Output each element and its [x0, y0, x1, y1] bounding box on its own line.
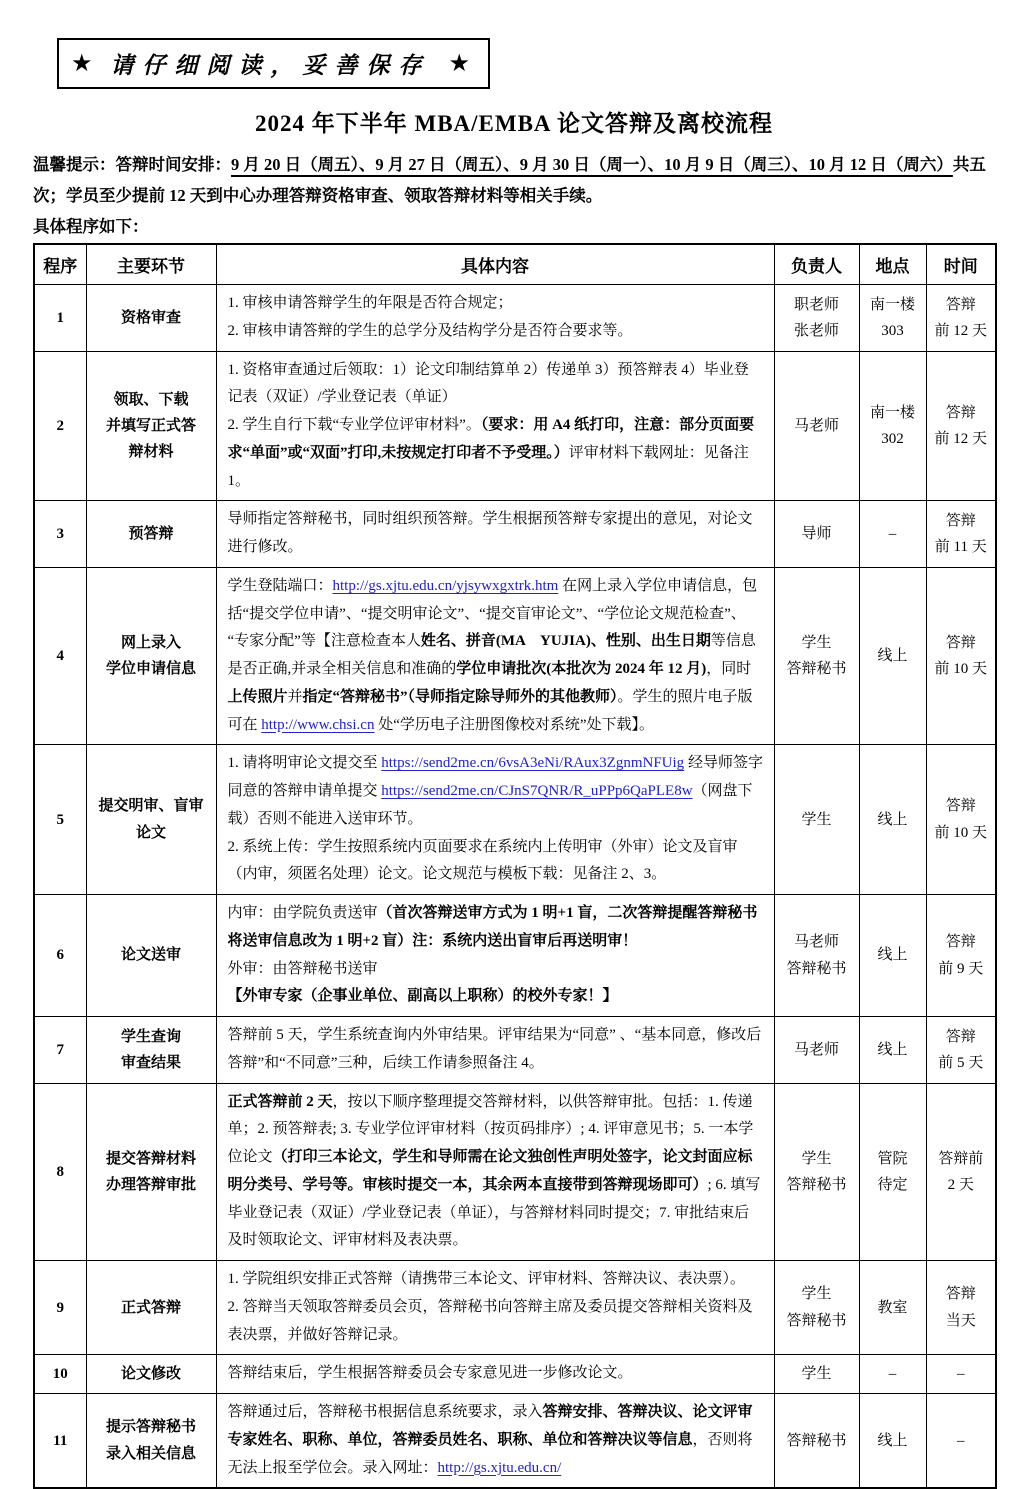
cell-line: 前 5 天	[938, 1054, 984, 1071]
cell-line: 学生	[801, 1150, 832, 1167]
content-paragraph	[228, 290, 764, 318]
cell-line: 答辩前	[938, 1150, 984, 1167]
content-cell	[216, 1355, 774, 1394]
content-text: 处“学历电子注册图像校对系统”处下载】。	[374, 716, 655, 733]
content-paragraph	[228, 357, 764, 413]
cell-line: 教室	[877, 1299, 908, 1316]
content-text: 2. 系统上传：学生按照系统内页面要求在系统内上传明审（外审）论文及盲审（内审，须匿名处理）论文。论文规范与模板下载：见备注 2、3。	[227, 838, 738, 883]
content-paragraph	[228, 573, 764, 740]
content-text: 2. 答辩当天领取答辩委员会页，答辩秘书向答辩主席及委员提交答辩相关资料及表决票，并做好答辩记录。	[227, 1298, 753, 1343]
content-text: 2. 审核申请答辩的学生的总学分及结构学分是否符合要求等。	[227, 322, 633, 339]
stage-cell	[86, 501, 216, 568]
content-text: 1. 审核申请答辩学生的年限是否符合规定；	[227, 295, 513, 312]
cell-line: 学生查询	[120, 1028, 181, 1045]
cell-line: 8	[56, 1163, 64, 1180]
place-cell	[859, 1394, 926, 1489]
content-text: ，按以下顺序整理提交答辩材料，以供答辩审批。包括：1. 传递单；2. 预答辩表; 3. 专业学位评审材料（按页码排序）; 4. 评审意见书；5. 一本学位论文	[227, 1093, 754, 1166]
content-bold-text: 正式答辩前 2 天	[227, 1093, 333, 1110]
content-cell	[216, 1394, 774, 1489]
cell-line: 南一楼	[869, 296, 915, 313]
content-cell	[216, 895, 774, 1017]
step-cell	[34, 501, 86, 568]
cell-line: 前 10 天	[934, 824, 987, 841]
place-cell	[859, 1017, 926, 1084]
owner-cell	[774, 1355, 859, 1394]
owner-cell	[774, 1261, 859, 1355]
stage-cell	[86, 895, 216, 1017]
cell-line: 待定	[877, 1176, 908, 1193]
content-text: 答辩通过后，答辩秘书根据信息系统要求，录入	[227, 1404, 543, 1421]
cell-line: 线上	[877, 647, 908, 664]
cell-line: 线上	[877, 811, 908, 828]
content-text: ; 6. 填写毕业登记表（双证）/学业登记表（单证），与答辩材料同时提交；7. 审批结束后及时领取论文、评审材料及表决票。	[227, 1176, 761, 1249]
table-row	[34, 351, 996, 501]
content-link[interactable]: http://gs.xjtu.edu.cn/	[437, 1459, 562, 1476]
cell-line: 前 10 天	[934, 661, 987, 678]
time-cell	[926, 567, 996, 745]
cell-line: 302	[881, 430, 904, 447]
content-cell	[216, 285, 774, 352]
time-cell	[926, 351, 996, 501]
cell-line: 答辩秘书	[786, 661, 847, 678]
owner-cell	[774, 895, 859, 1017]
content-text: 经导师签字同意的答辩申请单提交	[227, 755, 763, 800]
table-row	[34, 1261, 996, 1355]
content-cell	[216, 567, 774, 745]
cell-line: 论文	[135, 824, 166, 841]
cell-line: 学生	[801, 811, 832, 828]
cell-line: –	[888, 525, 897, 542]
stage-cell	[86, 285, 216, 352]
cell-line: 线上	[877, 1432, 908, 1449]
cell-line: 11	[53, 1432, 68, 1449]
step-cell	[34, 1261, 86, 1355]
owner-cell	[774, 501, 859, 568]
table-header	[34, 244, 996, 285]
table-row	[34, 1394, 996, 1489]
table-row	[34, 501, 996, 568]
content-text: 1. 学院组织安排正式答辩（请携带三本论文、评审材料、答辩决议、表决票）。	[227, 1271, 746, 1288]
content-paragraph	[228, 412, 764, 495]
cell-line: 答辩秘书	[786, 1312, 847, 1329]
cell-line: 并填写正式答	[105, 417, 196, 434]
content-link[interactable]: https://send2me.cn/CJnS7QNR/R_uPPp6QaPLE8w	[381, 783, 693, 800]
cell-line: 6	[56, 947, 64, 964]
content-cell	[216, 1083, 774, 1261]
time-cell	[926, 1394, 996, 1489]
cell-line: 办理答辩审批	[105, 1176, 196, 1193]
header-time: 时间	[926, 244, 996, 285]
header-stage: 主要环节	[86, 244, 216, 285]
cell-line: 马老师	[793, 417, 839, 434]
content-bold-text: 上传照片	[227, 688, 288, 705]
content-paragraph	[228, 1022, 764, 1078]
cell-line: 前 11 天	[934, 539, 987, 556]
process-table	[33, 243, 997, 1489]
cell-line: 学生	[801, 634, 832, 651]
cell-line: 303	[881, 322, 904, 339]
content-paragraph	[228, 1266, 764, 1294]
cell-line: 管院	[877, 1150, 908, 1167]
cell-line: 答辩	[945, 634, 976, 651]
content-cell	[216, 745, 774, 895]
table-row	[34, 285, 996, 352]
content-text: 。学生的照片电子版可在	[227, 688, 753, 733]
place-cell	[859, 501, 926, 568]
owner-cell	[774, 285, 859, 352]
step-cell	[34, 895, 86, 1017]
cell-line: 4	[56, 647, 64, 664]
cell-line: 2	[56, 417, 64, 434]
content-paragraph	[228, 956, 764, 1012]
header-row	[34, 244, 996, 285]
content-link[interactable]: http://gs.xjtu.edu.cn/yjsywxgxtrk.htm	[332, 577, 559, 594]
cell-line: 3	[56, 525, 64, 542]
header-step: 程序	[34, 244, 86, 285]
cell-line: 答辩	[945, 798, 976, 815]
owner-cell	[774, 1394, 859, 1489]
cell-line: 马老师	[793, 1041, 839, 1058]
process-table-body	[34, 285, 996, 1489]
content-bold-text: 学位申请批次(本批次为 2024 年 12 月)	[456, 661, 707, 678]
content-cell	[216, 351, 774, 501]
intro-suffix: 共五次；学员至少提前 12 天到中心办理答辩资格审查、领取答辩材料等相关手续。	[33, 155, 986, 205]
step-cell	[34, 1017, 86, 1084]
cell-line: 预答辩	[128, 525, 174, 542]
content-paragraph	[228, 1399, 764, 1482]
stage-cell	[86, 351, 216, 501]
place-cell	[859, 567, 926, 745]
table-row	[34, 1017, 996, 1084]
header-owner: 负责人	[774, 244, 859, 285]
cell-line: 答辩	[945, 404, 976, 421]
cell-line: 线上	[877, 1041, 908, 1058]
cell-line: 前 12 天	[934, 322, 987, 339]
content-bold-text: 姓名、拼音(MA YUJIA)、性别、出生日期	[420, 633, 711, 650]
cell-line: 前 9 天	[938, 960, 984, 977]
table-row	[34, 1355, 996, 1394]
place-cell	[859, 1355, 926, 1394]
content-link[interactable]: http://www.chsi.cn	[261, 716, 375, 733]
time-cell	[926, 1355, 996, 1394]
content-text: 2. 学生自行下载“专业学位评审材料”。	[227, 417, 481, 434]
step-cell	[34, 567, 86, 745]
content-bold-text: （要求：用 A4 纸打印，注意：部分页面要求“单面”或“双面”打印,未按规定打印者不予受理。）	[227, 417, 755, 461]
step-cell	[34, 285, 86, 352]
place-cell	[859, 285, 926, 352]
place-cell	[859, 1083, 926, 1261]
content-bold-text: 【外审专家（企事业单位、副高以上职称）的校外专家！】	[227, 988, 618, 1005]
stage-cell	[86, 1394, 216, 1489]
star-icon: ★	[71, 51, 93, 77]
content-bold-text: 指定“答辩秘书”（导师指定除导师外的其他教师）	[302, 688, 618, 705]
content-paragraph	[228, 834, 764, 890]
owner-cell	[774, 745, 859, 895]
stage-cell	[86, 1083, 216, 1261]
cell-line: 前 12 天	[934, 430, 987, 447]
cell-line: 提交答辩材料	[105, 1150, 196, 1167]
step-cell	[34, 1355, 86, 1394]
cell-line: 南一楼	[869, 404, 915, 421]
table-row	[34, 895, 996, 1017]
content-text: 评审材料下载网址：见备注 1。	[227, 444, 749, 489]
place-cell	[859, 351, 926, 501]
content-text: 学生登陆端口：	[227, 577, 333, 594]
notice-banner-text: 请仔细阅读，妥善保存	[110, 53, 431, 78]
cell-line: 论文送审	[120, 947, 181, 964]
step-cell	[34, 351, 86, 501]
stage-cell	[86, 567, 216, 745]
cell-line: 张老师	[793, 322, 839, 339]
content-cell	[216, 1017, 774, 1084]
content-text: 外审：由答辩秘书送审	[227, 960, 378, 977]
stage-cell	[86, 1261, 216, 1355]
time-cell	[926, 1261, 996, 1355]
content-paragraph	[228, 1360, 764, 1388]
content-text: 等信息是否正确,并录全相关信息和准确的	[227, 633, 756, 678]
content-text: ，同时	[706, 661, 752, 678]
content-link[interactable]: https://send2me.cn/6vsA3eNi/RAux3ZgnmNFUig	[381, 755, 685, 772]
place-cell	[859, 1261, 926, 1355]
content-text: 内审：由学院负责送审	[227, 905, 378, 922]
time-cell	[926, 285, 996, 352]
cell-line: 领取、下载	[113, 391, 189, 408]
step-cell	[34, 1394, 86, 1489]
cell-line: 5	[56, 811, 64, 828]
owner-cell	[774, 351, 859, 501]
content-paragraph	[228, 506, 764, 562]
cell-line: 答辩秘书	[786, 1176, 847, 1193]
page-title: 2024 年下半年 MBA/EMBA 论文答辩及离校流程	[254, 111, 774, 136]
time-cell	[926, 501, 996, 568]
cell-line: 辩材料	[128, 444, 174, 461]
cell-line: 职老师	[793, 296, 839, 313]
cell-line: 当天	[945, 1312, 976, 1329]
cell-line: 学生	[801, 1286, 832, 1303]
content-cell	[216, 501, 774, 568]
cell-line: 9	[56, 1299, 64, 1316]
time-cell	[926, 895, 996, 1017]
content-paragraph	[228, 1089, 764, 1256]
content-text: 导师指定答辩秘书，同时组织预答辩。学生根据预答辩专家提出的意见，对论文进行修改。	[227, 511, 753, 556]
owner-cell	[774, 567, 859, 745]
content-bold-text: 答辩安排、答辩决议、论文评审专家姓名、职称、单位，答辩委员姓名、职称、单位和答辩决议等信息	[227, 1404, 753, 1448]
cell-line: 提交明审、盲审	[98, 798, 204, 815]
cell-line: 答辩	[945, 512, 976, 529]
content-paragraph	[228, 1294, 764, 1350]
content-text: 1. 资格审查通过后领取：1）论文印制结算单 2）传递单 3）预答辩表 4）毕业登记表（双证）/学业登记表（单证）	[227, 361, 749, 406]
notice-banner	[57, 38, 490, 89]
intro-paragraph	[33, 150, 995, 211]
place-cell	[859, 895, 926, 1017]
cell-line: 马老师	[793, 934, 839, 951]
content-bold-text: （打印三本论文，学生和导师需在论文独创性声明处签字，论文封面应标明分类号、学号等。审核时提交一本，其余两本直接带到答辩现场即可）	[227, 1149, 753, 1193]
time-cell	[926, 745, 996, 895]
cell-line: 答辩	[945, 1286, 976, 1303]
intro-dates-underlined: 9 月 20 日（周五）、9 月 27 日（周五）、9 月 30 日（周一）、10 月 9 日（周三）、10 月 12 日（周六）	[231, 155, 953, 174]
table-row	[34, 567, 996, 745]
cell-line: 答辩	[945, 296, 976, 313]
step-cell	[34, 745, 86, 895]
cell-line: 线上	[877, 947, 908, 964]
cell-line: 导师	[801, 525, 832, 542]
procedure-line: 具体程序如下：	[33, 217, 149, 237]
cell-line: 提示答辩秘书	[105, 1419, 196, 1436]
content-bold-text: （首次答辩送审方式为 1 明+1 盲，二次答辩提醒答辩秘书将送审信息改为 1 明+2 盲）注：系统内送出盲审后再送明审！	[227, 905, 758, 949]
cell-line: –	[957, 1432, 965, 1449]
table-row	[34, 1083, 996, 1261]
cell-line: –	[957, 1366, 965, 1383]
cell-line: –	[888, 1366, 897, 1383]
content-text: ，否则将无法上报至学位会。录入网址：	[227, 1431, 753, 1476]
content-text: （网盘下载）否则不能进入送审环节。	[227, 783, 753, 827]
cell-line: 资格审查	[120, 309, 181, 326]
cell-line: 论文修改	[120, 1366, 181, 1383]
owner-cell	[774, 1017, 859, 1084]
cell-line: 7	[56, 1041, 64, 1058]
cell-line: 10	[52, 1366, 68, 1383]
stage-cell	[86, 1017, 216, 1084]
time-cell	[926, 1017, 996, 1084]
content-paragraph	[228, 900, 764, 956]
cell-line: 答辩	[945, 1028, 976, 1045]
cell-line: 答辩秘书	[786, 1432, 847, 1449]
cell-line: 正式答辩	[120, 1299, 181, 1316]
time-cell	[926, 1083, 996, 1261]
cell-line: 学位申请信息	[105, 661, 196, 678]
content-cell	[216, 1261, 774, 1355]
cell-line: 1	[56, 309, 64, 326]
stage-cell	[86, 1355, 216, 1394]
content-text: 答辩前 5 天，学生系统查询内外审结果。评审结果为“同意” 、“基本同意，修改后答辩”和“不同意”三种，后续工作请参照备注 4。	[227, 1027, 762, 1071]
content-paragraph	[228, 318, 764, 346]
stage-cell	[86, 745, 216, 895]
header-place: 地点	[859, 244, 926, 285]
owner-cell	[774, 1083, 859, 1261]
cell-line: 答辩秘书	[786, 960, 847, 977]
content-text: 在网上录入学位申请信息，包括“提交学位申请”、“提交明审论文”、“提交盲审论文”、“学位论文规范检查”、“专家分配”等【注意检查本人	[227, 577, 758, 650]
header-content: 具体内容	[216, 244, 774, 285]
star-icon: ★	[448, 51, 471, 77]
content-text: 答辩结束后，学生根据答辩委员会专家意见进一步修改论文。	[227, 1365, 633, 1382]
cell-line: 审查结果	[120, 1054, 181, 1071]
cell-line: 网上录入	[120, 634, 181, 651]
cell-line: 学生	[801, 1366, 832, 1383]
content-text: 并	[287, 688, 303, 705]
cell-line: 2 天	[947, 1176, 974, 1193]
cell-line: 答辩	[945, 934, 976, 951]
table-row	[34, 745, 996, 895]
intro-prefix: 温馨提示：答辩时间安排：	[33, 155, 231, 174]
place-cell	[859, 745, 926, 895]
content-paragraph	[228, 750, 764, 833]
cell-line: 录入相关信息	[105, 1445, 196, 1462]
content-text: 1. 请将明审论文提交至	[227, 755, 382, 772]
step-cell	[34, 1083, 86, 1261]
